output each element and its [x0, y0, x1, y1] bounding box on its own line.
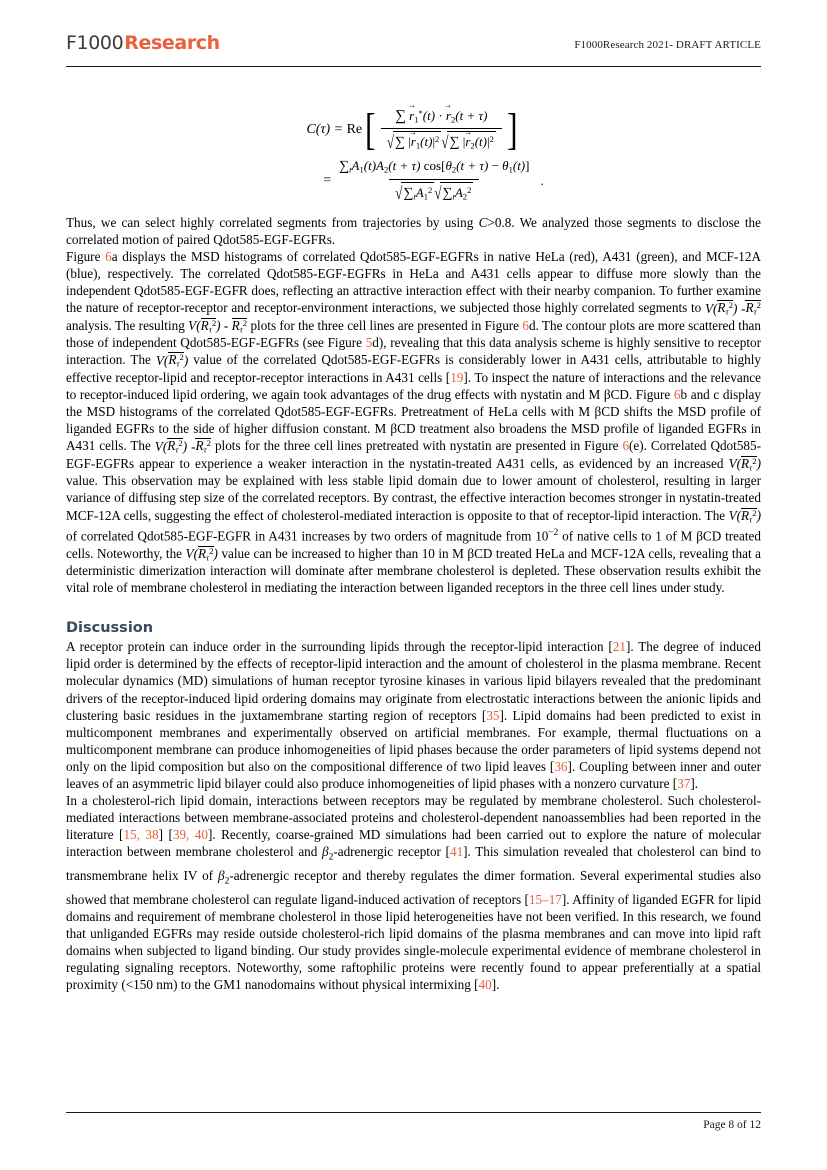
citation-39-40[interactable]: 39, 40 [172, 827, 208, 843]
d1-text-e: ]. [690, 775, 699, 791]
paragraph-figure6 [66, 248, 761, 596]
citation-19[interactable]: 19 [450, 369, 464, 385]
figure-ref-6bc[interactable]: 6 [673, 387, 681, 403]
p2-text-k: (e). Correlated Qdot585-EGF-EGFRs appear to experience a weaker interaction in the nystatin-treated A431 cells, as evidenced by an increased [66, 438, 761, 472]
running-head: F1000Research 2021- DRAFT ARTICLE [574, 39, 761, 51]
d2-text-b: ] [ [158, 827, 173, 843]
p2-text-h: ]. To inspect the nature of interactions and the relevance to receptor-induced lipid ordering, we again took advantages of the drug effects with nystatin and M βCD. Figure [66, 369, 761, 403]
p2-text-o: value can be increased to higher than 10 in M βCD treated HeLa and MCF-12A cells, revealing that a deterministic dimerization interaction will dominate after membrane cholesterol is depleted. These observation results exhibit the vital role of membrane cholesterol in mediating the interaction between liganded receptors in the three cell lines under study. [66, 545, 761, 596]
p2-text-n: of native cells to 1 of M βCD treated cells. Noteworthy, the [66, 528, 761, 561]
figure-ref-6e[interactable]: 6 [622, 438, 630, 454]
d2-text-a: In a cholesterol-rich lipid domain, interactions between receptors may be regulated by membrane cholesterol. Such cholesterol-mediated interactions between membrane-associated proteins and cholesterol-dependent nanoassemblies had been reported in the literature [ [66, 793, 761, 843]
logo-f1000-text: F1000 [66, 32, 124, 54]
math-V-Rtau2-c: $V(R_\tau^2)$ [155, 352, 189, 370]
page-number: Page 8 of 12 [703, 1119, 761, 1131]
citation-35[interactable]: 35 [486, 707, 500, 723]
math-V-Rtau2-d: $V(R_\tau^2)$ $-R_\tau^2$ [154, 438, 212, 455]
p2-text-d: plots for the three cell lines are presented in Figure [247, 318, 523, 334]
math-V-Rtau2-a: $V(R_\tau^2)$ $-R_\tau^2$ [704, 300, 761, 317]
discussion-paragraph-2 [66, 792, 761, 993]
d2-text-g: ]. Affinity of liganded EGFR for lipid domains and requirement of membrane cholesterol in those lipid heterogeneities have not been verified. In this research, we found that unliganded EGFRs may reside outside cholesterol-rich lipid domains of the plasma membranes and can move into lipid raft domains when subjected to ligand binding. Our study provides single-molecule experimental evidence of membrane cholesterol in regulating signaling receptors. Noteworthy, some raftophilic proteins were recently found to appear preferentially at a spatial proximity (<150 nm) to the GM1 nanodomains without physical intermixing [ [66, 891, 761, 993]
d1-text-c: ]. Lipid domains had been predicted to exist in multicomponent membranes and experimentally observed on artificial membranes. For example, thermal fluctuations on a multicomponent membrane can produce inhomogeneities of lipid phases because the order parameters of lipid systems depend not only on the lipid composition but also on the compositional difference of two lipid leaves [ [66, 707, 761, 774]
p2-text-c: analysis. The resulting [66, 318, 189, 334]
d2-text-f: -adrenergic receptor and thereby regulates the dimer formation. Several experimental studies also showed that membrane cholesterol can regulate ligand-induced activation of receptors [ [66, 868, 761, 907]
bracket-open-icon: [ [365, 104, 376, 154]
f1000research-logo [66, 32, 220, 54]
citation-37[interactable]: 37 [677, 775, 691, 791]
figure-ref-6d[interactable]: 6 [522, 318, 529, 334]
equation-line-1: C(τ) = Re [ $\frac{\sum r \to 1^*(t) \cdot r \to 2(t + \tau)}{√\sum |r \to 1(t)|^2 √\sum |r \to 2(t)|^2}$ ] [66, 106, 761, 153]
correlation-equation [66, 100, 761, 214]
math-V-Rtau2-f: $V(R_\tau^2)$ [728, 507, 761, 525]
p2-text-b: a displays the MSD histograms of correlated Qdot585-EGF-EGFRs in native HeLa (red), A431 (green), and MCF-12A (blue), respectively. The correlated Qdot585-EGF-EGFRs in HeLa and A431 cells appear to diffuse more slowly than the independent Qdot585-EGF-EGFR does, reflecting an attractive interaction effect with their nearby companion. To further examine the nature of receptor-receptor and receptor-environment interactions, we subjected those highly correlated segments to [66, 249, 761, 316]
figure-ref-5d[interactable]: 5 [365, 335, 373, 351]
d2-text-h: ]. [491, 977, 500, 993]
citation-36[interactable]: 36 [554, 758, 568, 774]
p2-text-a: Figure [66, 249, 106, 265]
citation-15-38[interactable]: 15, 38 [123, 827, 159, 843]
section-spacer [66, 596, 761, 618]
math-V-Rtau2-g: $V(R_\tau^2)$ [185, 545, 218, 563]
page-header [66, 32, 761, 64]
page-content [66, 100, 761, 993]
p2-text-g: value of the correlated Qdot585-EGF-EGFRs is considerably lower in A431 cells, attributable to highly effective receptor-lipid and receptor-receptor interactions in A431 cells [ [66, 352, 762, 385]
p2-text-l: value. This observation may be explained with less stable lipid domain due to lower amount of cholesterol, resulting in larger variance of diffusing step size of the correlated receptors. By contrast, the effective interaction becomes stronger in nystatin-treated MCF-12A cells, suggesting the effect of cholesterol-mediated interaction is opposite to that of receptor-lipid interaction. The [66, 473, 761, 523]
figure-ref-6a[interactable]: 6 [105, 249, 112, 265]
p2-text-i: b and c display the MSD histograms of the correlated Qdot585-EGF-EGFRs. Pretreatment of HeLa cells with M βCD shifts the MSD profile of liganded EGFRs to the side of higher diffusion constant. M βCD treatment also broadens the MSD profile of liganded EGFRs in A431 cells. The [66, 387, 761, 454]
p1-text-b: >0.8. We analyzed those segments to disclose the correlated motion of paired Qdot585-EGF-EGFRs. [66, 214, 761, 248]
d1-text-d: ]. Coupling between inner and outer leaves of an asymmetric lipid bilayer could also produce inhomogeneities of lipid phases with a nonzero curvature [ [66, 758, 761, 791]
p2-text-j: plots for the three cell lines pretreated with nystatin are presented in Figure [211, 438, 623, 454]
d2-text-e: ]. This simulation revealed that cholesterol can bind to transmembrane helix IV of [66, 844, 762, 884]
header-divider [66, 66, 761, 67]
citation-21[interactable]: 21 [612, 639, 626, 655]
d1-text-a: A receptor protein can induce order in the surrounding lipids through the receptor-lipid interaction [ [66, 639, 613, 655]
citation-41[interactable]: 41 [449, 844, 464, 860]
p2-text-m: of correlated Qdot585-EGF-EGFR in A431 increases by two orders of magnitude from 10 [66, 528, 549, 544]
p1-text-a: Thus, we can select highly correlated segments from trajectories by using [66, 214, 479, 230]
footer-divider [66, 1112, 761, 1113]
beta-symbol-1: β [322, 844, 329, 860]
equation-line-2: = $\frac{\sum_tA1(t)A2(t + \tau) \cos[\theta 2(t + \tau) - \theta 1(t)]}{√\sum_tA1^2 √\sum_tA2^2}$ . [323, 158, 544, 204]
p2-text-f: d), revealing that this data analysis scheme is highly sensitive to receptor interaction. The [66, 335, 761, 368]
citation-40[interactable]: 40 [478, 977, 492, 993]
exponent-minus-2: −2 [548, 527, 559, 538]
bracket-close-icon: ] [506, 104, 518, 154]
paragraph-thus [66, 214, 761, 248]
d1-text-b: ]. The degree of induced lipid order is determined by the effects of receptor-lipid interaction and the amount of cholesterol in the plasma membrane. Recent molecular dynamics (MD) simulations of human receptor tyrosine kinases in various lipid bilayers revealed that the predominant drivers of the receptor-induced lipid ordering domains may originate from electrostatic interactions between the anionic lipids and clustering basic residues in the juxtamembrane starting region of receptors [ [66, 639, 762, 723]
d2-text-d: -adrenergic receptor [ [333, 844, 450, 860]
p1-symbol-C: C [478, 214, 488, 230]
d2-text-c: ]. Recently, coarse-grained MD simulations had been carried out to explore the nature of molecular interaction between membrane cholesterol and [66, 827, 762, 860]
citation-15-17[interactable]: 15–17 [528, 891, 562, 907]
math-V-Rtau2-b: $V(R_\tau^2) - R_\tau^2$ [188, 317, 248, 335]
discussion-paragraph-1 [66, 638, 761, 792]
beta-subscript-1: 2 [328, 852, 334, 863]
p2-text-e: d. The contour plots are more scattered than those of independent Qdot585-EGF-EGFRs (see Figure [66, 318, 762, 351]
math-V-Rtau2-e: $V(R_\tau^2)$ [728, 455, 761, 473]
beta-subscript-2: 2 [224, 876, 230, 887]
beta-symbol-2: β [217, 868, 225, 884]
logo-research-text: Research [124, 32, 220, 54]
section-heading-discussion: Discussion [66, 620, 154, 637]
